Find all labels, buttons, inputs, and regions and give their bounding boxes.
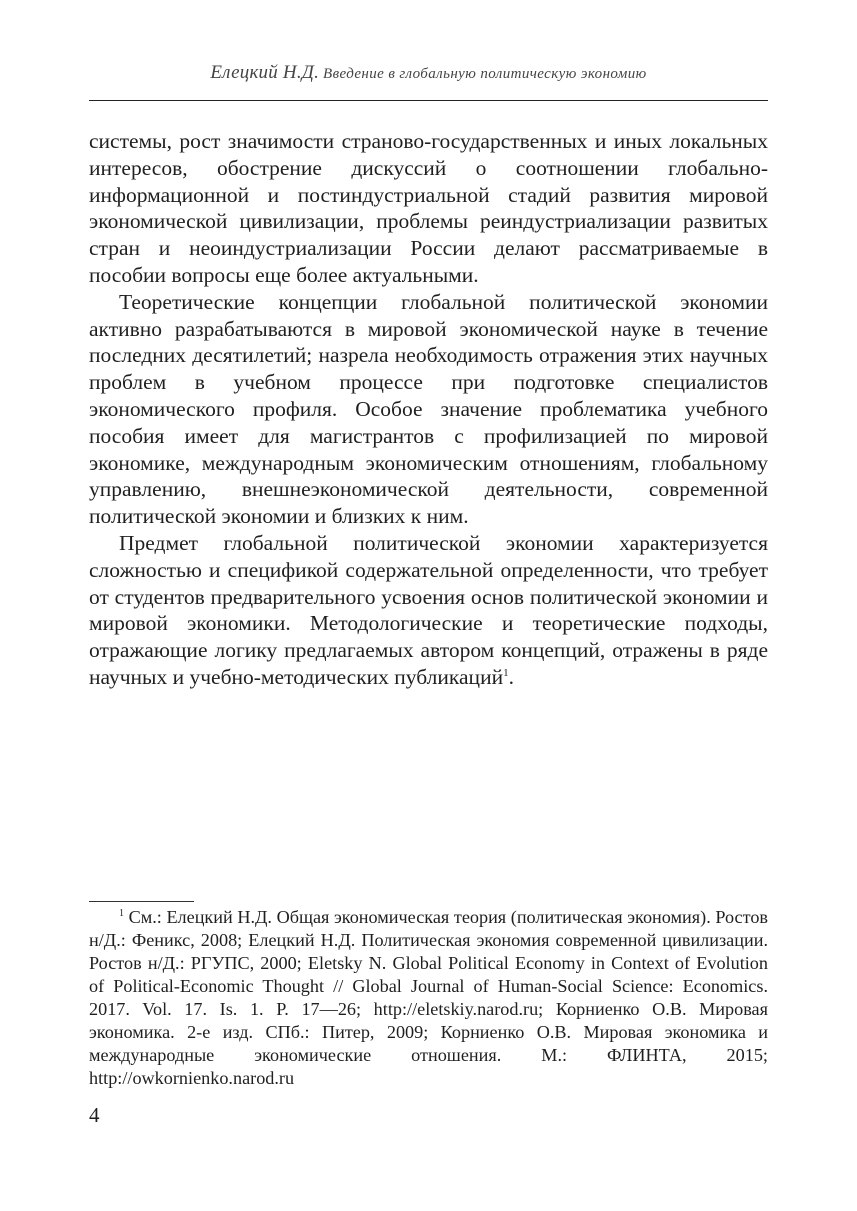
page-number: 4 <box>89 1103 100 1127</box>
footnote-divider <box>89 901 194 902</box>
paragraph-2-text: Теоретические концепции глобальной политической экономии активно разрабатываются в мировой экономической науке в течение последних десятилетий; назрела необходимость отражения этих научных проблем в учебном процессе при подготовке специалистов экономического профиля. Особое значение проблематика учебного пособия имеет для магистрантов с профилизацией по мировой экономике, международным экономическим отношениям, глобальному управлению, внешнеэкономической деятельности, современной политической экономии и близких к ним. <box>89 289 768 529</box>
running-header <box>89 62 768 101</box>
footnote-paragraph <box>89 906 768 1090</box>
footnote-text: См.: Елецкий Н.Д. Общая экономическая теория (политическая экономия). Ростов н/Д.: Феникс, 2008; Елецкий Н.Д. Политическая экономия современной цивилизации. Ростов н/Д.: РГУПС, 2000; Eletsky N. Global Political Economy in Context of Evolution of Political-Economic Thought // Global Journal of Human-Social Science: Economics. 2017. Vol. 17. Is. 1. P. 17—26; http://eletskiy.narod.ru; Корниенко О.В. Мировая экономика. 2-е изд. СПб.: Питер, 2009; Корниенко О.В. Мировая экономика и международные экономические отношения. М.: ФЛИНТА, 2015; http://owkornienko.narod.ru <box>89 907 769 1088</box>
header-author: Елецкий Н.Д. <box>210 62 320 83</box>
paragraph-3-text: Предмет глобальной политической экономии характеризуется сложностью и спецификой содержательной определенности, что требует от студентов предварительного усвоения основ политической экономии и мировой экономики. Методологические и теоретические подходы, отражающие логику предлагаемых автором концепций, отражены в ряде научных и учебно-методических публикаций <box>89 530 768 689</box>
main-text <box>89 128 768 691</box>
header-book-title: Введение в глобальную политическую экономию <box>323 66 647 82</box>
paragraph-1-text: системы, рост значимости страново-государственных и иных локальных интересов, обострение дискуссий о соотношении глобально-информационной и постиндустриальной стадий развития мировой экономической цивилизации, проблемы реиндустриализации развитых стран и неоиндустриализации России делают рассматриваемые в пособии вопросы еще более актуальными. <box>89 129 768 287</box>
footnote-reference[interactable]: 1 <box>503 666 509 679</box>
footnote <box>89 906 768 1090</box>
paragraph-3-end: . <box>508 664 514 689</box>
paragraph-1 <box>89 128 768 289</box>
footnote-marker: 1 <box>119 908 124 919</box>
paragraph-2 <box>89 289 768 530</box>
paragraph-3 <box>89 530 768 691</box>
